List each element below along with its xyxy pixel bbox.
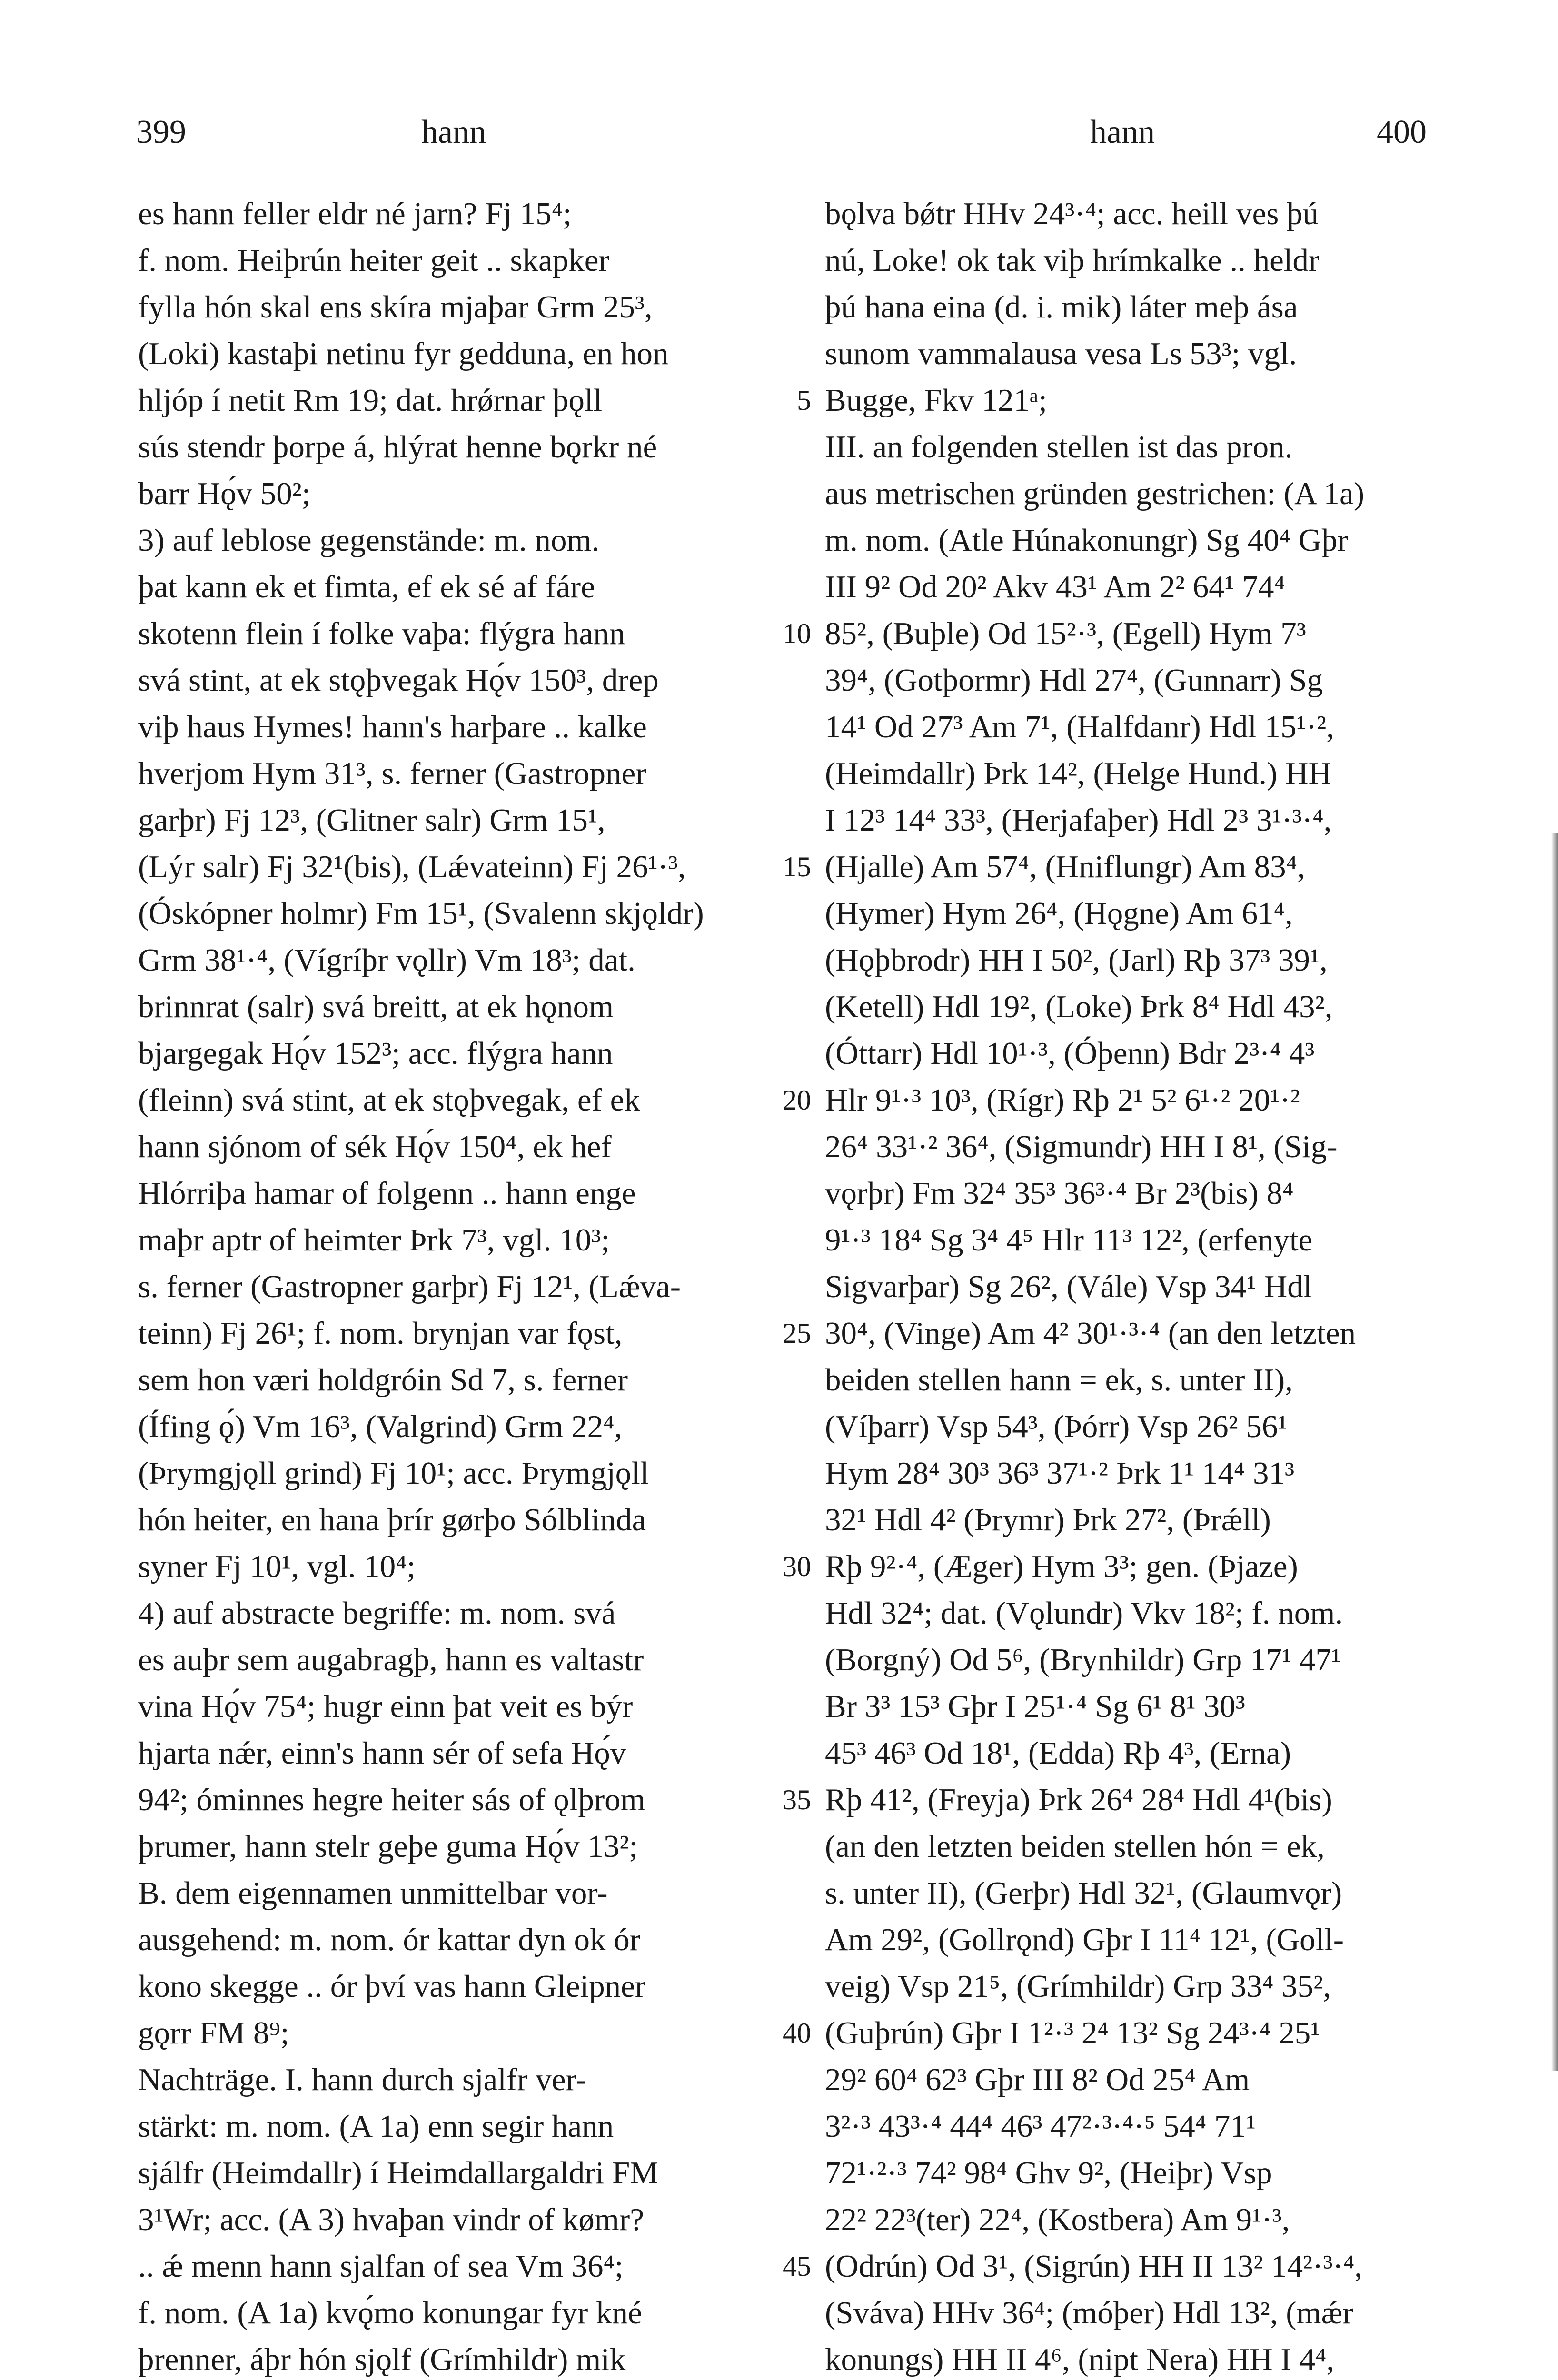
- text-line: sús stendr þorpe á, hlýrat henne bǫrkr né: [138, 429, 657, 465]
- right-column: [825, 190, 1458, 2380]
- text-line: Am 29², (Gollrǫnd) Gþr I 11⁴ 12¹, (Goll-: [825, 1922, 1344, 1957]
- text-line: (Hymer) Hym 26⁴, (Hǫgne) Am 61⁴,: [825, 896, 1293, 931]
- text-line: (Guþrún) Gþr I 1²·³ 2⁴ 13² Sg 24³·⁴ 25¹: [825, 2015, 1320, 2051]
- text-line: (Odrún) Od 3¹, (Sigrún) HH II 13² 14²·³·⁴,: [825, 2249, 1362, 2284]
- text-line: veig) Vsp 21⁵, (Grímhildr) Grp 33⁴ 35²,: [825, 1969, 1331, 2004]
- text-line: (Ketell) Hdl 19², (Loke) Þrk 8⁴ Hdl 43²,: [825, 989, 1333, 1024]
- text-line: hljóp í netit Rm 19; dat. hrǿrnar þǫll: [138, 383, 603, 418]
- text-line: vǫrþr) Fm 32⁴ 35³ 36³·⁴ Br 2³(bis) 8⁴: [825, 1176, 1294, 1211]
- text-line: Hym 28⁴ 30³ 36³ 37¹·² Þrk 1¹ 14⁴ 31³: [825, 1456, 1295, 1491]
- text-line: (Ífing ǫ́) Vm 16³, (Valgrind) Grm 22⁴,: [138, 1409, 623, 1444]
- text-line: es auþr sem augabragþ, hann es valtastr: [138, 1642, 644, 1677]
- text-line: Hdl 32⁴; dat. (Vǫlundr) Vkv 18²; f. nom.: [825, 1596, 1343, 1631]
- text-line: 3¹Wr; acc. (A 3) hvaþan vindr of kømr?: [138, 2202, 644, 2237]
- text-line: konungs) HH II 4⁶, (nipt Nera) HH I 4⁴,: [825, 2342, 1335, 2377]
- line-number: 25: [783, 1318, 811, 1349]
- text-line: 9¹·³ 18⁴ Sg 3⁴ 4⁵ Hlr 11³ 12², (erfenyte: [825, 1222, 1313, 1258]
- text-line: III. an folgenden stellen ist das pron.: [825, 429, 1293, 465]
- text-line: Hlr 9¹·³ 10³, (Rígr) Rþ 2¹ 5² 6¹·² 20¹·²: [825, 1082, 1300, 1118]
- text-line: 32¹ Hdl 4² (Þrymr) Þrk 27², (Þrǽll): [825, 1502, 1271, 1537]
- text-line: gǫrr FM 8⁹;: [138, 2015, 289, 2051]
- text-line: kono skegge .. ór því vas hann Gleipner: [138, 1969, 646, 2004]
- text-line: svá stint, at ek stǫþvegak Hǫ́v 150³, drep: [138, 663, 659, 698]
- text-line: skotenn flein í folke vaþa: flýgra hann: [138, 616, 625, 651]
- text-line: III 9² Od 20² Akv 43¹ Am 2² 64¹ 74⁴: [825, 569, 1285, 605]
- text-line: s. ferner (Gastropner garþr) Fj 12¹, (Lǽva-: [138, 1269, 681, 1304]
- line-number: 15: [783, 851, 811, 883]
- line-number: 5: [797, 385, 811, 416]
- text-line: 29² 60⁴ 62³ Gþr III 8² Od 25⁴ Am: [825, 2062, 1250, 2097]
- line-number: 45: [783, 2251, 811, 2282]
- text-line: barr Hǫ́v 50²;: [138, 476, 311, 511]
- line-number: 35: [783, 1784, 811, 1815]
- text-line: 30⁴, (Vinge) Am 4² 30¹·³·⁴ (an den letzten: [825, 1316, 1356, 1351]
- text-line: 3²·³ 43³·⁴ 44⁴ 46³ 47²·³·⁴·⁵ 54⁴ 71¹: [825, 2109, 1256, 2144]
- page-number-left: 399: [136, 114, 186, 150]
- text-line: Hlórriþa hamar of folgenn .. hann enge: [138, 1176, 636, 1211]
- text-line: (Hjalle) Am 57⁴, (Hniflungr) Am 83⁴,: [825, 849, 1305, 884]
- text-line: maþr aptr of heimter Þrk 7³, vgl. 10³;: [138, 1222, 610, 1258]
- text-line: Bugge, Fkv 121ᵃ;: [825, 383, 1047, 418]
- text-line: Grm 38¹·⁴, (Vígríþr vǫllr) Vm 18³; dat.: [138, 942, 635, 978]
- text-line: (fleinn) svá stint, at ek stǫþvegak, ef ek: [138, 1082, 640, 1118]
- text-line: (Þrymgjǫll grind) Fj 10¹; acc. Þrymgjǫll: [138, 1456, 649, 1491]
- text-line: þat kann ek et fimta, ef ek sé af fáre: [138, 569, 595, 605]
- text-line: brinnrat (salr) svá breitt, at ek hǫnom: [138, 989, 614, 1024]
- text-line: viþ haus Hymes! hann's harþare .. kalke: [138, 709, 647, 744]
- text-line: I 12³ 14⁴ 33³, (Herjafaþer) Hdl 2³ 3¹·³·⁴,: [825, 803, 1332, 838]
- text-line: aus metrischen gründen gestrichen: (A 1a): [825, 476, 1365, 511]
- text-line: 85², (Buþle) Od 15²·³, (Egell) Hym 7³: [825, 616, 1306, 651]
- text-line: bǫlva bǿtr HHv 24³·⁴; acc. heill ves þú: [825, 196, 1319, 231]
- text-line: fylla hón skal ens skíra mjaþar Grm 25³,: [138, 289, 653, 325]
- text-line: hón heiter, en hana þrír gørþo Sólblinda: [138, 1502, 646, 1537]
- text-line: þú hana eina (d. i. mik) láter meþ ása: [825, 289, 1298, 325]
- text-line: 14¹ Od 27³ Am 7¹, (Halfdanr) Hdl 15¹·²,: [825, 709, 1334, 744]
- text-line: (Óskópner holmr) Fm 15¹, (Svalenn skjǫldr): [138, 896, 704, 931]
- text-line: Sigvarþar) Sg 26², (Vále) Vsp 34¹ Hdl: [825, 1269, 1312, 1304]
- text-line: 4) auf abstracte begriffe: m. nom. svá: [138, 1596, 616, 1631]
- text-line: es hann feller eldr né jarn? Fj 15⁴;: [138, 196, 572, 231]
- text-line: B. dem eigennamen unmittelbar vor-: [138, 1875, 608, 1911]
- text-line: 22² 22³(ter) 22⁴, (Kostbera) Am 9¹·³,: [825, 2202, 1290, 2237]
- text-line: hann sjónom of sék Hǫ́v 150⁴, ek hef: [138, 1129, 612, 1164]
- text-line: ausgehend: m. nom. ór kattar dyn ok ór: [138, 1922, 641, 1957]
- text-line: (an den letzten beiden stellen hón = ek,: [825, 1829, 1325, 1864]
- text-line: þrenner, áþr hón sjǫlf (Grímhildr) mik: [138, 2342, 626, 2377]
- text-line: 3) auf leblose gegenstände: m. nom.: [138, 523, 600, 558]
- text-line: vina Hǫ́v 75⁴; hugr einn þat veit es býr: [138, 1689, 633, 1724]
- headword-left: hann: [421, 114, 486, 150]
- text-line: (Heimdallr) Þrk 14², (Helge Hund.) HH: [825, 756, 1331, 791]
- text-line: 39⁴, (Gotþormr) Hdl 27⁴, (Gunnarr) Sg: [825, 663, 1323, 698]
- text-line: garþr) Fj 12³, (Glitner salr) Grm 15¹,: [138, 803, 605, 838]
- text-line: hverjom Hym 31³, s. ferner (Gastropner: [138, 756, 646, 791]
- text-line: 26⁴ 33¹·² 36⁴, (Sigmundr) HH I 8¹, (Sig-: [825, 1129, 1338, 1164]
- text-line: m. nom. (Atle Húnakonungr) Sg 40⁴ Gþr: [825, 523, 1348, 558]
- text-line: sjálfr (Heimdallr) í Heimdallargaldri FM: [138, 2155, 658, 2191]
- text-line: sem hon væri holdgróin Sd 7, s. ferner: [138, 1362, 628, 1398]
- text-line: hjarta nǽr, einn's hann sér of sefa Hǫ́v: [138, 1735, 626, 1771]
- line-number: 40: [783, 2017, 811, 2049]
- text-line: Br 3³ 15³ Gþr I 25¹·⁴ Sg 6¹ 8¹ 30³: [825, 1689, 1245, 1724]
- line-number: 20: [783, 1084, 811, 1116]
- text-line: (Loki) kastaþi netinu fyr gedduna, en hon: [138, 336, 669, 371]
- text-line: sunom vammalausa vesa Ls 53³; vgl.: [825, 336, 1297, 371]
- text-line: þrumer, hann stelr geþe guma Hǫ́v 13²;: [138, 1829, 638, 1864]
- text-line: syner Fj 10¹, vgl. 10⁴;: [138, 1549, 416, 1584]
- text-line: .. ǽ menn hann sjalfan of sea Vm 36⁴;: [138, 2249, 624, 2284]
- text-line: (Hǫþbrodr) HH I 50², (Jarl) Rþ 37³ 39¹,: [825, 942, 1328, 978]
- line-number: 10: [783, 618, 811, 649]
- text-line: beiden stellen hann = ek, s. unter II),: [825, 1362, 1293, 1398]
- line-number: 30: [783, 1551, 811, 1582]
- headword-right: hann: [1090, 114, 1155, 150]
- text-line: f. nom. (A 1a) kvǫ́mo konungar fyr kné: [138, 2295, 642, 2330]
- text-line: (Víþarr) Vsp 54³, (Þórr) Vsp 26² 56¹: [825, 1409, 1288, 1444]
- page-number-right: 400: [1377, 114, 1427, 150]
- text-line: (Óttarr) Hdl 10¹·³, (Óþenn) Bdr 2³·⁴ 4³: [825, 1036, 1315, 1071]
- text-line: Nachträge. I. hann durch sjalfr ver-: [138, 2062, 586, 2097]
- text-line: teinn) Fj 26¹; f. nom. brynjan var fǫst,: [138, 1316, 623, 1351]
- text-line: 45³ 46³ Od 18¹, (Edda) Rþ 4³, (Erna): [825, 1735, 1291, 1771]
- text-line: Rþ 41², (Freyja) Þrk 26⁴ 28⁴ Hdl 4¹(bis): [825, 1782, 1332, 1817]
- left-column: [138, 190, 771, 2380]
- text-line: (Lýr salr) Fj 32¹(bis), (Lǽvateinn) Fj 26¹·³,: [138, 849, 686, 884]
- page-edge-shadow: [1551, 833, 1558, 2071]
- text-line: (Sváva) HHv 36⁴; (móþer) Hdl 13², (mǽr: [825, 2295, 1353, 2330]
- text-line: bjargegak Hǫ́v 152³; acc. flýgra hann: [138, 1036, 613, 1071]
- text-line: f. nom. Heiþrún heiter geit .. skapker: [138, 243, 609, 278]
- text-line: nú, Loke! ok tak viþ hrímkalke .. heldr: [825, 243, 1320, 278]
- text-line: (Borgný) Od 5⁶, (Brynhildr) Grp 17¹ 47¹: [825, 1642, 1341, 1677]
- text-line: Rþ 9²·⁴, (Æger) Hym 3³; gen. (Þjaze): [825, 1549, 1298, 1584]
- text-line: s. unter II), (Gerþr) Hdl 32¹, (Glaumvǫr): [825, 1875, 1342, 1911]
- text-line: 72¹·²·³ 74² 98⁴ Ghv 9², (Heiþr) Vsp: [825, 2155, 1272, 2191]
- text-line: 94²; óminnes hegre heiter sás of ǫlþrom: [138, 1782, 645, 1817]
- text-line: stärkt: m. nom. (A 1a) enn segir hann: [138, 2109, 614, 2144]
